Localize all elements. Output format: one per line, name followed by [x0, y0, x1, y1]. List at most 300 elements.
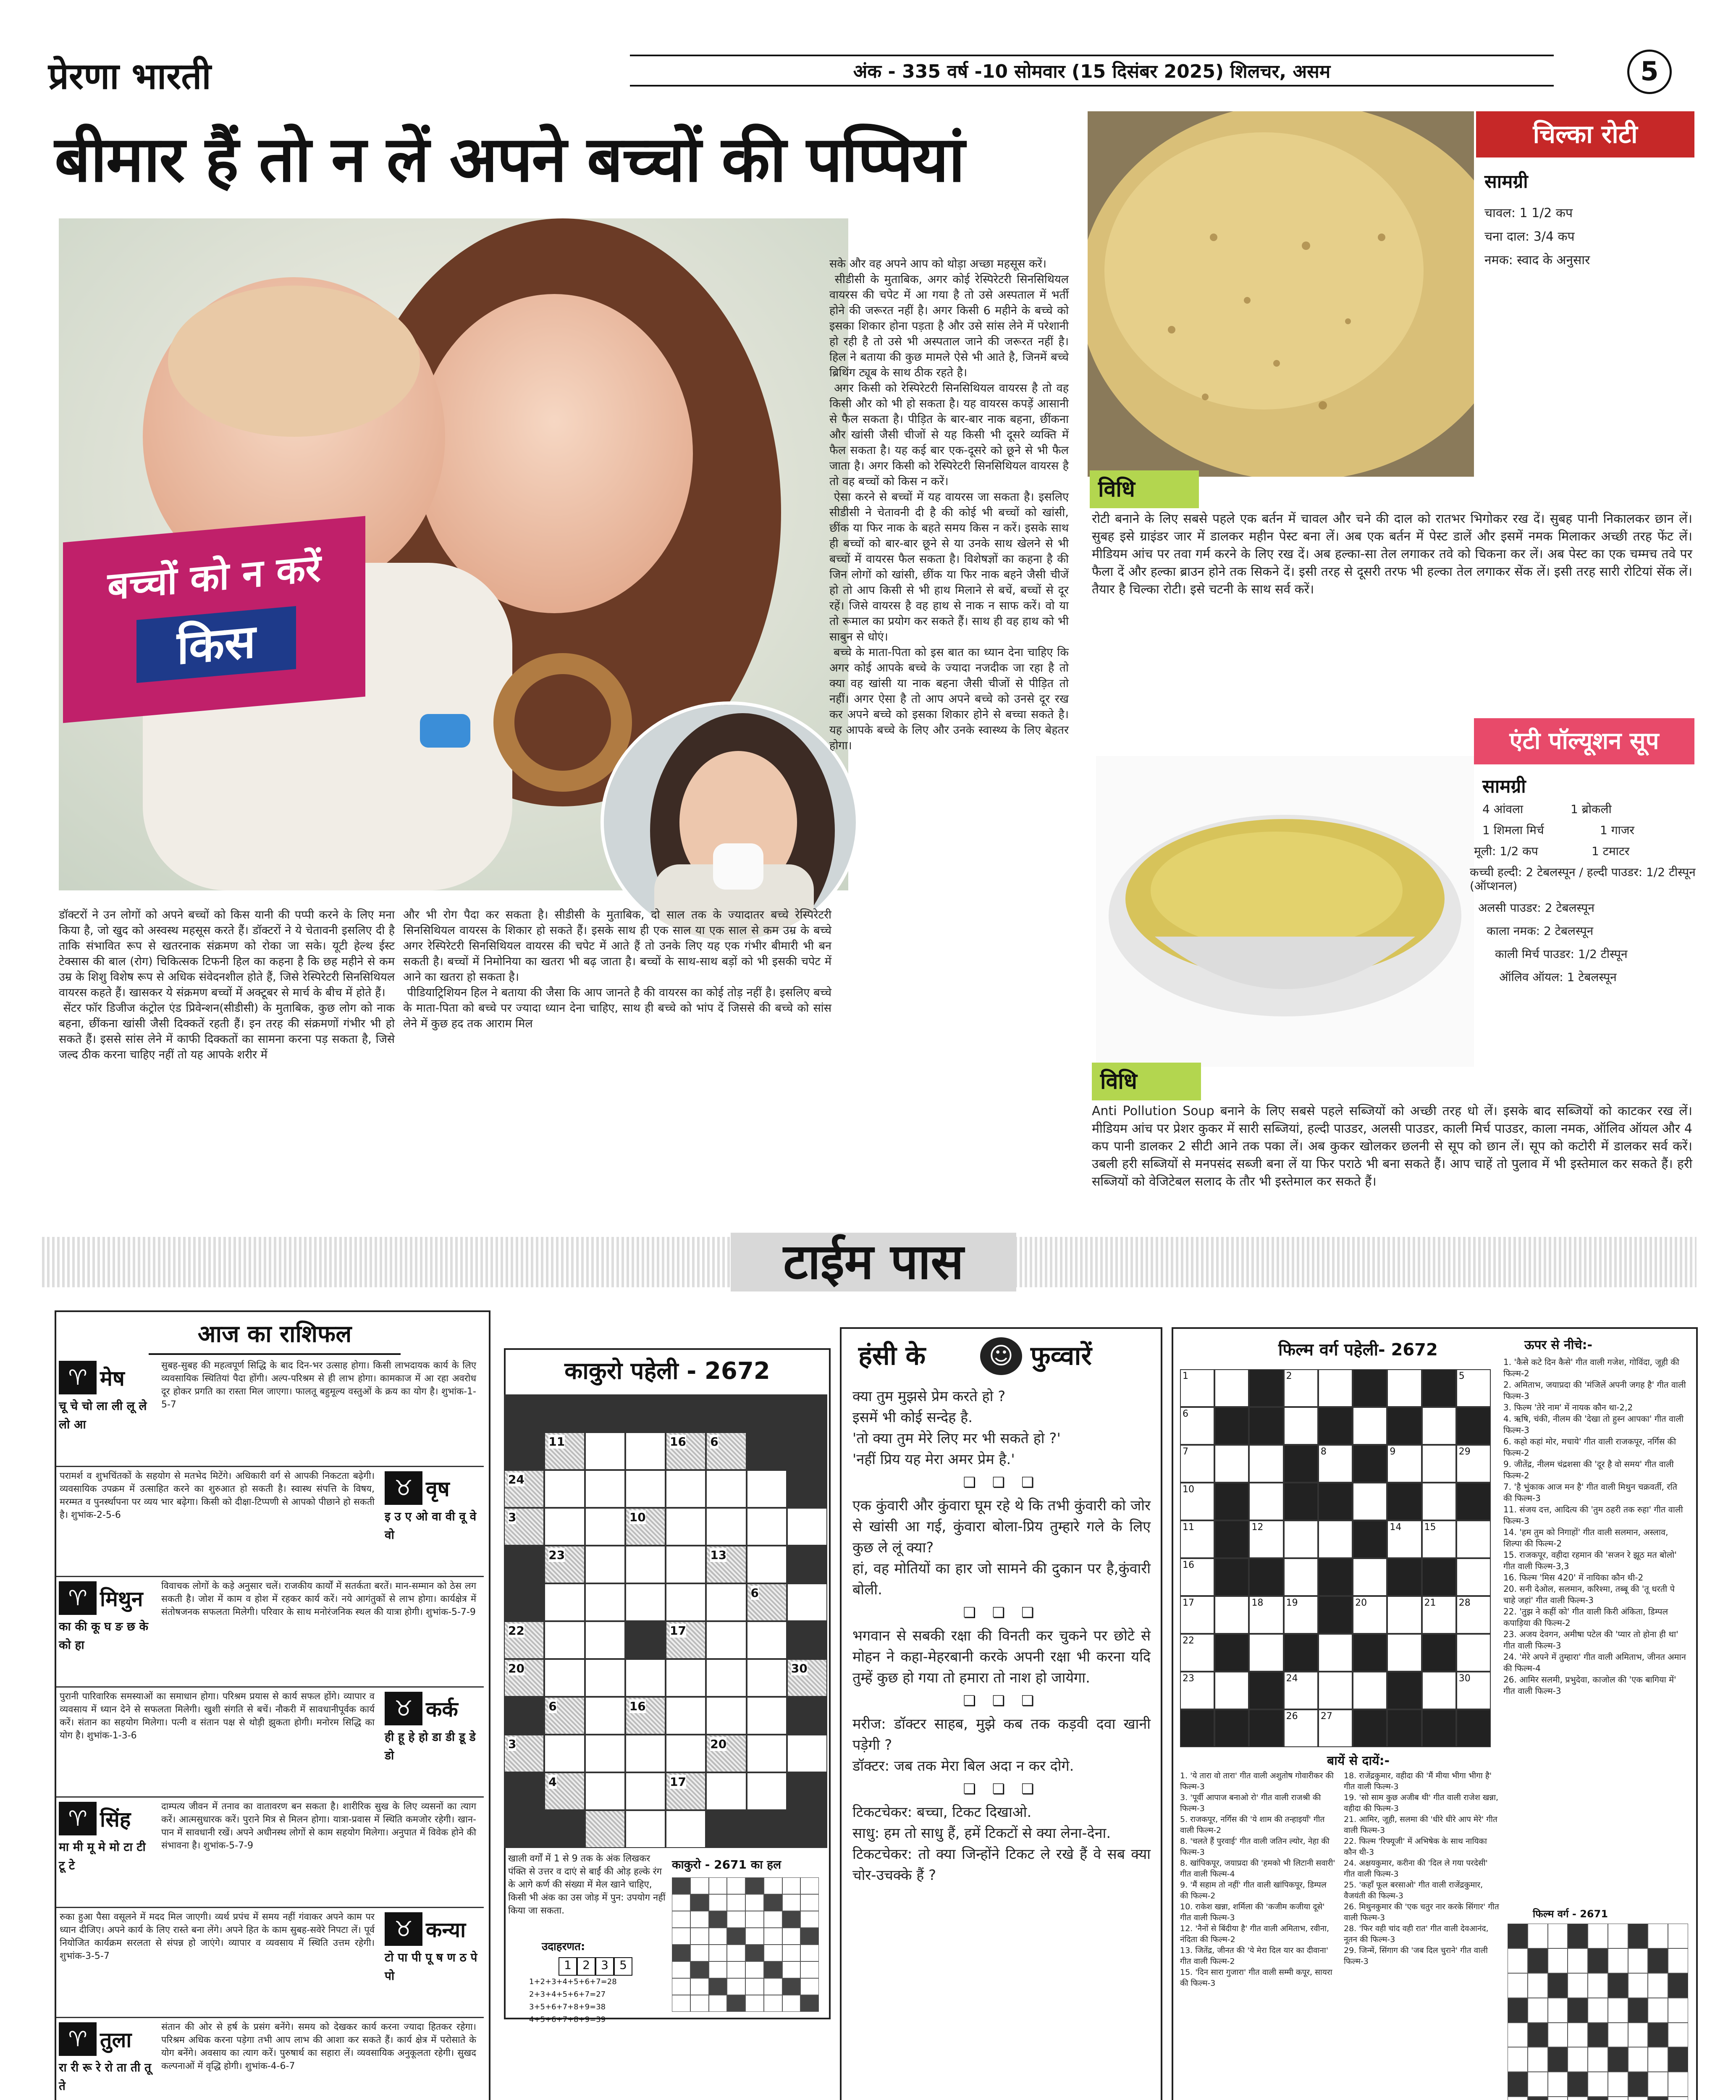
kakuro-answer-cell	[672, 1961, 690, 1978]
rashi-name: मिथुन	[100, 1587, 143, 1611]
ingredient-item: काला नमक: 2 टेबलस्पून	[1487, 924, 1594, 938]
film-down-clue: 4. ऋषि, चंकी, नीलम की 'देखा तो हुस्न आपका' गीत वाली फिल्म-3	[1503, 1414, 1684, 1435]
film-answer-cell	[1508, 2047, 1528, 2072]
kakuro-answer-cell	[690, 1945, 709, 1961]
kakuro-cell	[747, 1583, 787, 1621]
zodiac-icon: ♈	[59, 1581, 97, 1615]
film-answer-cell	[1568, 1973, 1588, 1998]
kakuro-cell	[625, 1621, 666, 1659]
film-cell-number: 7	[1183, 1446, 1188, 1457]
kakuro-clue: 4	[548, 1775, 557, 1789]
kakuro-cell	[706, 1546, 746, 1583]
film-cell	[1387, 1483, 1421, 1520]
kakuro-cell	[585, 1470, 625, 1508]
film-answer-cell	[1548, 2047, 1568, 2072]
film-cell	[1214, 1369, 1249, 1407]
film-cell	[1214, 1709, 1249, 1747]
kakuro-answer-cell	[709, 1978, 727, 1995]
film-cell	[1456, 1558, 1491, 1596]
film-cell	[1456, 1709, 1491, 1747]
rashi-tag	[385, 1692, 481, 1765]
kakuro-clue: 11	[548, 1435, 565, 1449]
recipe2-method-title: विधि	[1092, 1063, 1201, 1100]
film-cell	[1180, 1558, 1214, 1596]
kakuro-cell	[666, 1470, 706, 1508]
kakuro-cell	[585, 1508, 625, 1546]
film-answer-cell	[1648, 2097, 1668, 2100]
film-cell-number: 14	[1390, 1522, 1402, 1533]
badge-line-1: बच्चों को न करें	[107, 546, 321, 609]
film-cell	[1353, 1445, 1387, 1483]
kakuro-answer-cell	[709, 1894, 727, 1911]
kakuro-answer-cell	[745, 1911, 764, 1928]
film-down-clue: 24. 'मेरे अपने में तुम्हारा' गीत वाली अमिताभ, जीनत अमान की फिल्म-4	[1503, 1652, 1686, 1673]
kakuro-answer-cell	[764, 1894, 782, 1911]
kakuro-example-nums	[559, 1957, 672, 1976]
film-grid	[1180, 1369, 1491, 1747]
kakuro-cell	[747, 1772, 787, 1810]
rashi-tag	[59, 2022, 155, 2095]
film-answer-cell	[1648, 1948, 1668, 1973]
kakuro-answer-cell	[727, 1911, 745, 1928]
film-cell-number: 22	[1183, 1635, 1194, 1646]
film-cell	[1284, 1445, 1318, 1483]
film-cell	[1353, 1483, 1387, 1520]
example-cell: 2	[577, 1957, 595, 1976]
rashi-name: वृष	[426, 1476, 450, 1501]
film-cell	[1456, 1672, 1491, 1709]
film-cell	[1387, 1709, 1421, 1747]
kakuro-answer-cell	[800, 1945, 819, 1961]
kakuro-answer-cell	[782, 1877, 801, 1894]
kakuro-answer-cell	[782, 1894, 801, 1911]
rashi-row	[56, 1908, 484, 2019]
kakuro-cell	[585, 1659, 625, 1697]
joke-line: क्या तुम मुझसे प्रेम करते हो ?	[852, 1388, 1006, 1405]
kakuro-cell	[706, 1810, 746, 1848]
film-cell	[1456, 1445, 1491, 1483]
kakuro-cell	[585, 1583, 625, 1621]
ingredient-item: नमक: स्वाद के अनुसार	[1484, 253, 1590, 268]
kakuro-answer-cell	[745, 1928, 764, 1945]
kakuro-grid	[504, 1394, 827, 1848]
film-cell	[1387, 1634, 1421, 1672]
film-answer-cell	[1588, 1998, 1608, 2023]
kakuro-answer-cell	[764, 1911, 782, 1928]
film-answer-cell	[1548, 1998, 1568, 2023]
kakuro-answer-cell	[727, 1961, 745, 1978]
kakuro-cell	[747, 1659, 787, 1697]
chilka-roti-photo	[1088, 111, 1474, 477]
film-cell-number: 23	[1183, 1673, 1194, 1684]
film-cell-number: 20	[1355, 1598, 1367, 1608]
film-across-clue: 3. 'पूर्वी आपाज बनाओ रो' गीत वाली राजश्री की फिल्म-3	[1180, 1793, 1321, 1813]
rashi-row	[56, 1798, 484, 1908]
kakuro-answer-cell	[745, 1978, 764, 1995]
kakuro-answer-cell	[727, 1945, 745, 1961]
kakuro-clue: 3	[508, 1510, 517, 1524]
film-answer-cell	[1668, 1998, 1688, 2023]
film-answer-cell	[1648, 1973, 1668, 1998]
kakuro-cell	[666, 1735, 706, 1772]
film-cell	[1318, 1672, 1353, 1709]
ingredient-item: चावल: 1 1/2 कप	[1484, 206, 1573, 220]
kakuro-answer-cell	[800, 1928, 819, 1945]
ingredient-item: 1 गाजर	[1600, 823, 1634, 837]
film-answer-cell	[1608, 1948, 1628, 1973]
kakuro-cell	[787, 1394, 827, 1432]
film-cell	[1318, 1596, 1353, 1634]
film-answer-cell	[1568, 2097, 1588, 2100]
film-answer-cell	[1508, 2072, 1528, 2097]
film-cell	[1387, 1596, 1421, 1634]
kakuro-help: खाली वर्गों में 1 से 9 तक के अंक लिखकर पंक्ति से उत्तर व दाएं से बाईं की ओड़ हल्के रंग के आगे कर्ण की संख्या में मेल खाने चाहिए, किसी भी अंक का उस जोड़ में पुन: उपयोग नहीं किया जा सकता.	[508, 1853, 666, 1916]
kakuro-cell	[504, 1697, 544, 1735]
film-cell	[1284, 1596, 1318, 1634]
film-down-clue: 14. 'हम तुम को निगाहों' गीत वाली सलमान, अस्लाव, शिल्पा की फिल्म-2	[1503, 1527, 1668, 1549]
rashi-row	[56, 1577, 484, 1688]
rashi-row	[56, 2018, 484, 2100]
film-cell	[1318, 1407, 1353, 1445]
film-answer-cell	[1528, 1924, 1548, 1948]
rashi-tag	[385, 1912, 481, 1985]
film-cell-number: 15	[1424, 1522, 1436, 1533]
kakuro-answer-cell	[764, 1928, 782, 1945]
health-col-left: डॉक्टरों ने उन लोगों को अपने बच्चों को किस यानी की पप्पी करने के लिए मना किया है, जो खुद को अस्वस्थ महसूस करते हैं। डॉक्टरों ने ये चेतावनी इसलिए दी है ताकि संभावित रूप से खतरनाक संक्रमण को रोका जा सके। यूटी हेल्थ ईस्ट टेक्सास की बाल (रोग) चिकित्सक टिफनी हिल का कहना है कि छह महीने से कम उम्र के शिशु विशेष रूप से अधिक संवेदनशील होते हैं, जिसे रेस्पिरेटरी सिनसिथियल वायरस कहते हैं। खासकर ये संक्रमण बच्चों में अक्टूबर से मार्च के बीच में होते हैं। सेंटर फॉर डिजीज कंट्रोल एंड प्रिवेन्शन(सीडीसी) के मुताबिक, कुछ लोग को नाक बहना, छींकना खांसी जैसी दिक्कतें रहती हैं। इन तरह की संक्रमणों गंभीर भी हो सकते हैं। इससे सांस लेने में काफी दिक्कतों का सामना करना पड़ सकता है, जिसे जल्द ठीक करना चाहिए नहीं तो यह आपके शरीर में	[59, 908, 395, 1061]
kakuro-cell	[747, 1621, 787, 1659]
kakuro-answer-cell	[764, 1877, 782, 1894]
kakuro-cell	[706, 1621, 746, 1659]
film-cell	[1249, 1520, 1283, 1558]
film-answer-cell	[1588, 1973, 1608, 1998]
kakuro-clue: 16	[629, 1699, 646, 1713]
film-answer-cell	[1528, 2023, 1548, 2048]
film-across-clue: 9. 'मैं सहाम तो नहीं' गीत वाली खांपिकपूर, डिम्पल की फिल्म-2	[1180, 1880, 1327, 1900]
kakuro-answer-cell	[800, 1911, 819, 1928]
joke-line: इसमें भी कोई सन्देह है.	[852, 1409, 973, 1426]
film-answer-cell	[1588, 2097, 1608, 2100]
film-cell	[1456, 1483, 1491, 1520]
film-cell	[1353, 1709, 1387, 1747]
rashifal-title: आज का राशिफल	[149, 1315, 401, 1355]
kakuro-cell	[504, 1772, 544, 1810]
film-cell	[1180, 1672, 1214, 1709]
film-cell	[1456, 1596, 1491, 1634]
film-cell	[1249, 1634, 1283, 1672]
kakuro-cell	[747, 1735, 787, 1772]
recipe1-title: चिल्का रोटी	[1476, 111, 1694, 158]
kakuro-cell	[544, 1546, 585, 1583]
film-answer-cell	[1528, 1948, 1548, 1973]
film-answer-cell	[1668, 1948, 1688, 1973]
recipe1-items	[1484, 202, 1720, 272]
kakuro-cell	[666, 1394, 706, 1432]
kakuro-cell	[625, 1659, 666, 1697]
kakuro-clue: 17	[670, 1775, 686, 1789]
film-cell	[1422, 1709, 1456, 1747]
rashi-list	[56, 1357, 485, 2100]
kakuro-cell	[666, 1697, 706, 1735]
film-cell	[1214, 1407, 1249, 1445]
film-down-clue: 7. 'है भुंकाक आज मन है' गीत वाली मिथुन चक्रवर्ती, रति की फिल्म-3	[1503, 1482, 1677, 1503]
rashi-text: सुबह-सुबह की महत्वपूर्ण सिद्धि के बाद दिन-भर उत्साह होगा। किसी लाभदायक कार्य के लिए व्यवसायिक स्थितियां पैदा होंगी। अल्प-परिश्रम से ही लाभ होगा। कामकाज में आ रहा अवरोध दूर होकर प्रगति का रास्ता मिल जाएगा। फालतू बहुमूल्य वस्तुओं के क्रय का योग है। शुभांक-1-5-7	[161, 1360, 476, 1410]
kakuro-cell	[706, 1583, 746, 1621]
film-answer-cell	[1628, 1948, 1648, 1973]
film-cell	[1214, 1634, 1249, 1672]
kakuro-answer-cell	[745, 1877, 764, 1894]
kakuro-clue: 30	[791, 1662, 808, 1675]
ingredient-item: अलसी पाउडर: 2 टेबलस्पून	[1478, 901, 1594, 915]
recipe2-title: एंटी पॉल्यूशन सूप	[1474, 718, 1694, 764]
film-answer-cell	[1508, 1973, 1528, 1998]
kakuro-cell	[544, 1470, 585, 1508]
film-answer-cell	[1628, 2023, 1648, 2048]
kakuro-answer-cell	[709, 1995, 727, 2012]
kakuro-cell	[585, 1810, 625, 1848]
film-across-clue: 18. राजेंद्रकुमार, वहीदा की 'मैं मीया भीगा भीगा है' गीत वाली फिल्म-3	[1344, 1771, 1492, 1791]
film-answer-cell	[1528, 2072, 1548, 2097]
film-down-clue: 20. सनी देओल, सलमान, करिश्मा, तब्बू की 'तू धरती पे चाहे जहां' गीत वाली फिल्म-3	[1503, 1584, 1675, 1605]
film-cell-number: 28	[1458, 1598, 1471, 1608]
film-cell	[1422, 1672, 1456, 1709]
laugh-icon: ☺	[980, 1337, 1022, 1375]
film-across-clue: 24. अक्षयकुमार, करीना की 'दिल ले गया परदेसी' गीत वाली फिल्म-3	[1344, 1858, 1488, 1879]
film-cell-number: 19	[1286, 1598, 1298, 1608]
kakuro-answer-cell	[690, 1877, 709, 1894]
kakuro-cell	[585, 1546, 625, 1583]
film-down-clue: 11. संजय दत्त, आदित्य की 'तुम ठहरी तक रुहा' गीत वाली फिल्म-3	[1503, 1504, 1683, 1526]
kakuro-answer-cell	[672, 1911, 690, 1928]
film-cell	[1318, 1369, 1353, 1407]
film-answer-cell	[1628, 1973, 1648, 1998]
kakuro-cell	[787, 1508, 827, 1546]
film-cell	[1456, 1634, 1491, 1672]
kakuro-cell	[544, 1432, 585, 1470]
rashi-text: रुका हुआ पैसा वसूलने में मदद मिल जाएगी। व्यर्थ प्रपंच में समय नहीं गंवाकर अपने काम पर ध्यान दीजिए। अपने कार्य के लिए रास्ते बना लेंगे। अपने हित के काम सुबह-सवेरे निपटा लें। पूर्व नियोजित कार्यक्रम सरलता से संपन्न हो जाएंगे। व्यापार व व्यवसाय में स्थिति उत्तम रहेगी। शुभांक-3-5-7	[60, 1911, 375, 1961]
kakuro-cell	[544, 1583, 585, 1621]
film-answer-cell	[1568, 2072, 1588, 2097]
rashi-tag	[59, 1802, 155, 1875]
film-answer-cell	[1668, 2047, 1688, 2072]
kakuro-cell	[504, 1432, 544, 1470]
kakuro-cell	[544, 1659, 585, 1697]
film-cell	[1180, 1709, 1214, 1747]
kakuro-answer-cell	[782, 1928, 801, 1945]
kakuro-cell	[544, 1810, 585, 1848]
kakuro-example-label: उदाहरणत:	[542, 1940, 585, 1953]
kakuro-cell	[787, 1621, 827, 1659]
kakuro-cell	[625, 1583, 666, 1621]
kakuro-cell	[625, 1432, 666, 1470]
kakuro-cell	[544, 1697, 585, 1735]
kakuro-cell	[706, 1697, 746, 1735]
film-cell	[1353, 1634, 1387, 1672]
film-cell-number: 10	[1183, 1484, 1194, 1495]
film-ans-title: फिल्म वर्ग - 2671	[1533, 1908, 1608, 1920]
kakuro-cell	[625, 1772, 666, 1810]
kakuro-cell	[625, 1735, 666, 1772]
health-col-right: सके और वह अपने आप को थोड़ा अच्छा महसूस करें। सीडीसी के मुताबिक, अगर कोई रेस्पिरेटरी सिनसिथियल वायरस की चपेट में आ गया है तो उसे अस्पताल में भर्ती होने की जरूरत नहीं है। अगर किसी 6 महीने के बच्चे को इसका शिकार होना पड़ता है और उसे सांस लेने में परेशानी हो रही है तो उसे भी अस्पताल जाने की जरूरत नहीं है। हिल ने बताया की कुछ मामले ऐसे भी आते है, जिनमें बच्चे ब्रिथिंग ट्यूब के साथ ठीक रहते है। अगर किसी को रेस्पिरेटरी सिनसिथियल वायरस है तो वह किसी और को भी हो सकता है। यह वायरस कपड़ें आसानी से फैल सकता है। पीड़ित के बार-बार नाक बहना, छींकना और खांसी जैसी चीजों से यह किसी भी दूसरे व्यक्ति में फैल सकता है। यह कई बार एक-दूसरे को छूने से भी फैल जाता है। अगर किसी को रेस्पिरेटरी सिनसिथियल वायरस है तो वह बच्चों को किस न करें। ऐसा करने से बच्चों में यह वायरस जा सकता है। इसलिए सीडीसी ने चेतावनी दी है की कोई भी बच्चों को खांसी, छींक या फिर नाक के बहते समय किस न करें। इसके साथ ही बच्चों को बार-बार छूने से या उनके साथ खेलने से भी बच्चों में वायरस फैल सकता है। विशेषज्ञों का कहना है की जिन लोगों को खांसी, छींक या फिर नाक बहने जैसी चीजें हो तो आप किसी से भी हाथ मिलाने से बचें, बच्चों से दूर रहें। जिसे वायरस है वह हाथ से नाक न साफ करें। वो या तो रूमाल का प्रयोग कर सकते हैं। साथ ही वह हाथ को भी साबुन से धोएं। बच्चे के माता-पिता को इस बात का ध्यान देना चाहिए कि अगर कोई आपके बच्चे के ज्यादा नजदीक जा रहा है तो क्या वह खांसी या नाक बहना जैसी चीजों से पीड़ित तो नहीं। अगर ऐसा है तो आप अपने बच्चे को उनसे दूर रख कर अपने बच्चे को इसका शिकार होने से बच्चा सकते है। यह आपके बच्चे के लिए और उनके स्वास्थ्य के लिए बेहतर होगा।	[829, 257, 1069, 752]
film-cell	[1387, 1520, 1421, 1558]
kakuro-cell	[666, 1659, 706, 1697]
kakuro-cell	[787, 1432, 827, 1470]
kakuro-answer-cell	[690, 1928, 709, 1945]
kakuro-cell	[504, 1394, 544, 1432]
kakuro-answer-cell	[709, 1877, 727, 1894]
kakuro-answer-cell	[745, 1961, 764, 1978]
zodiac-icon: ♉	[385, 1912, 422, 1946]
example-row: 4+5+6+7+8+9=39	[529, 2015, 606, 2024]
kakuro-cell	[706, 1772, 746, 1810]
kakuro-cell	[585, 1621, 625, 1659]
film-answer-cell	[1508, 1948, 1528, 1973]
timepass-title: टाईम पास	[731, 1233, 1016, 1292]
film-across-clue: 10. राकेश खन्ना, शर्मिला की 'कजीम कजीया दूसे' गीत वाली फिल्म-3	[1180, 1902, 1325, 1922]
film-cell	[1249, 1445, 1283, 1483]
film-cell-number: 27	[1320, 1711, 1332, 1722]
example-row: 2+3+4+5+6+7=27	[529, 1990, 606, 1999]
film-answer-cell	[1668, 2072, 1688, 2097]
film-cell-number: 12	[1251, 1522, 1264, 1533]
film-cell	[1249, 1407, 1283, 1445]
film-cell	[1422, 1483, 1456, 1520]
kakuro-answer-cell	[782, 1995, 801, 2012]
film-answer-cell	[1608, 1924, 1628, 1948]
example-cell: 1	[559, 1957, 577, 1976]
kakuro-answer-cell	[709, 1945, 727, 1961]
joke-line: टिकटचेकर: बच्चा, टिकट दिखाओ.	[852, 1804, 1032, 1821]
film-across-clue: 8. खांपिकपूर, जयाप्रदा की 'हमको भी लिटानी सवारी' गीत वाली फिल्म-4	[1180, 1858, 1335, 1879]
film-cell	[1422, 1520, 1456, 1558]
film-across-title: बायें से दायें:-	[1327, 1754, 1390, 1768]
film-across-clue: 13. जितेंद्र, जीनत की 'ये मेरा दिल यार का दीवाना' गीत वाली फिल्म-2	[1180, 1946, 1329, 1966]
film-cell	[1249, 1483, 1283, 1520]
film-cell	[1318, 1558, 1353, 1596]
ingredient-item: कच्ची हल्दी: 2 टेबलस्पून / हल्दी पाउडर: 1/2 टीस्पून (ऑप्शनल)	[1470, 865, 1696, 893]
soup-photo	[1096, 756, 1474, 1067]
film-cell	[1422, 1407, 1456, 1445]
joke-separator: ❏ ❏ ❏	[963, 1604, 1040, 1621]
kakuro-cell	[666, 1583, 706, 1621]
joke-separator: ❏ ❏ ❏	[963, 1474, 1040, 1491]
kakuro-cell	[544, 1394, 585, 1432]
film-answer-cell	[1628, 2047, 1648, 2072]
rashi-letters: रा री रू रे रो ता ती तू ते	[59, 2061, 151, 2093]
film-answer-cell	[1668, 2097, 1688, 2100]
film-answer-cell	[1648, 2072, 1668, 2097]
film-across-clue: 15. 'दिन सारा गुजारा' गीत वाली सम्मी कपूर, सायरा की फिल्म-3	[1180, 1968, 1332, 1988]
rashi-letters: का की कू घ ङ छ के को हा	[59, 1620, 149, 1652]
joke-line: मरीज: डॉक्टर साहब, मुझे कब तक कड़वी दवा खानी पड़ेगी ?	[852, 1716, 1151, 1754]
film-answer-cell	[1548, 2023, 1568, 2048]
recipe1-ing-title: सामग्री	[1484, 171, 1528, 192]
film-cell	[1318, 1445, 1353, 1483]
timepass-banner	[42, 1234, 1697, 1290]
film-answer-cell	[1608, 2097, 1628, 2100]
film-answer-cell	[1588, 1924, 1608, 1948]
example-row: 1+2+3+4+5+6+7=28	[529, 1977, 617, 1986]
film-cell-number: 2	[1286, 1371, 1292, 1381]
film-cell-number: 21	[1424, 1598, 1436, 1608]
kakuro-answer-cell	[672, 1995, 690, 2012]
film-cell	[1456, 1369, 1491, 1407]
kakuro-answer-cell	[800, 1894, 819, 1911]
rashi-name: मेष	[100, 1366, 125, 1391]
film-answer-cell	[1568, 1998, 1588, 2023]
film-cell	[1284, 1709, 1318, 1747]
film-cell	[1387, 1558, 1421, 1596]
film-cell	[1180, 1445, 1214, 1483]
example-cell: 3	[595, 1957, 614, 1976]
film-cell	[1422, 1369, 1456, 1407]
ingredient-item: मूली: 1/2 कप	[1474, 844, 1538, 858]
kakuro-cell	[666, 1810, 706, 1848]
kakuro-answer-cell	[764, 1961, 782, 1978]
film-cell	[1387, 1445, 1421, 1483]
ingredient-item: 1 टमाटर	[1592, 844, 1630, 858]
kakuro-cell	[544, 1735, 585, 1772]
film-answer-cell	[1568, 1924, 1588, 1948]
film-cell	[1249, 1709, 1283, 1747]
kakuro-cell	[787, 1659, 827, 1697]
joke-line: टिकटचेकर: तो क्या जिन्होंने टिकट ले रखे हैं वे सब क्या चोर-उचक्के हैं ?	[852, 1846, 1151, 1884]
kakuro-cell	[747, 1810, 787, 1848]
film-cell	[1214, 1596, 1249, 1634]
film-cell	[1422, 1558, 1456, 1596]
kakuro-answer-cell	[782, 1978, 801, 1995]
kakuro-answer-cell	[727, 1877, 745, 1894]
kakuro-cell	[666, 1546, 706, 1583]
film-cell	[1387, 1672, 1421, 1709]
ingredient-item: ऑलिव ऑयल: 1 टेबलस्पून	[1499, 970, 1617, 984]
recipe1-method-title: विधि	[1090, 470, 1199, 508]
rashi-name: तुला	[100, 2028, 132, 2052]
film-answer-cell	[1608, 2072, 1628, 2097]
kakuro-clue: 6	[710, 1435, 719, 1449]
kakuro-cell	[706, 1432, 746, 1470]
film-cell-number: 11	[1183, 1522, 1194, 1533]
kakuro-cell	[585, 1772, 625, 1810]
ingredient-item: चना दाल: 3/4 कप	[1484, 229, 1575, 244]
film-answer-cell	[1528, 1973, 1548, 1998]
kakuro-answer-cell	[672, 1894, 690, 1911]
film-cell	[1180, 1369, 1214, 1407]
film-across-clue: 25. 'कहाँ फूल बरसाओ' गीत वाली राजेंद्रकुमार, वैजयंती की फिल्म-3	[1344, 1880, 1483, 1900]
kakuro-cell	[625, 1508, 666, 1546]
ingredient-item: 4 आंवला	[1482, 802, 1524, 816]
film-answer-cell	[1508, 1998, 1528, 2023]
kakuro-answer-cell	[709, 1961, 727, 1978]
kakuro-answer-cell	[690, 1911, 709, 1928]
kakuro-cell	[544, 1508, 585, 1546]
jokes-body	[852, 1386, 1151, 1886]
film-title: फिल्म वर्ग पहेली- 2672	[1278, 1340, 1438, 1360]
kakuro-clue: 17	[670, 1624, 686, 1638]
film-answer-cell	[1548, 2072, 1568, 2097]
jokes-title-1: हंसी के	[858, 1340, 926, 1371]
zodiac-icon: ♈	[59, 2022, 97, 2056]
film-answer-cell	[1588, 2047, 1608, 2072]
rashi-letters: चू चे चो ला ली लू ले लो आ	[59, 1399, 147, 1431]
kakuro-answer-cell	[764, 1995, 782, 2012]
rashi-letters: मा मी मू मे मो टा टी टू टे	[59, 1840, 146, 1872]
film-down-clue: 6. कहो कहां मोर, मचाये' गीत वाली राजकपूर, नर्गिस की फिल्म-2	[1503, 1436, 1676, 1458]
film-answer-cell	[1608, 1998, 1628, 2023]
film-answer-cell	[1548, 1948, 1568, 1973]
film-cell-number: 5	[1458, 1371, 1465, 1381]
ingredient-item: 1 शिमला मिर्च	[1482, 823, 1544, 837]
film-cell	[1249, 1369, 1283, 1407]
